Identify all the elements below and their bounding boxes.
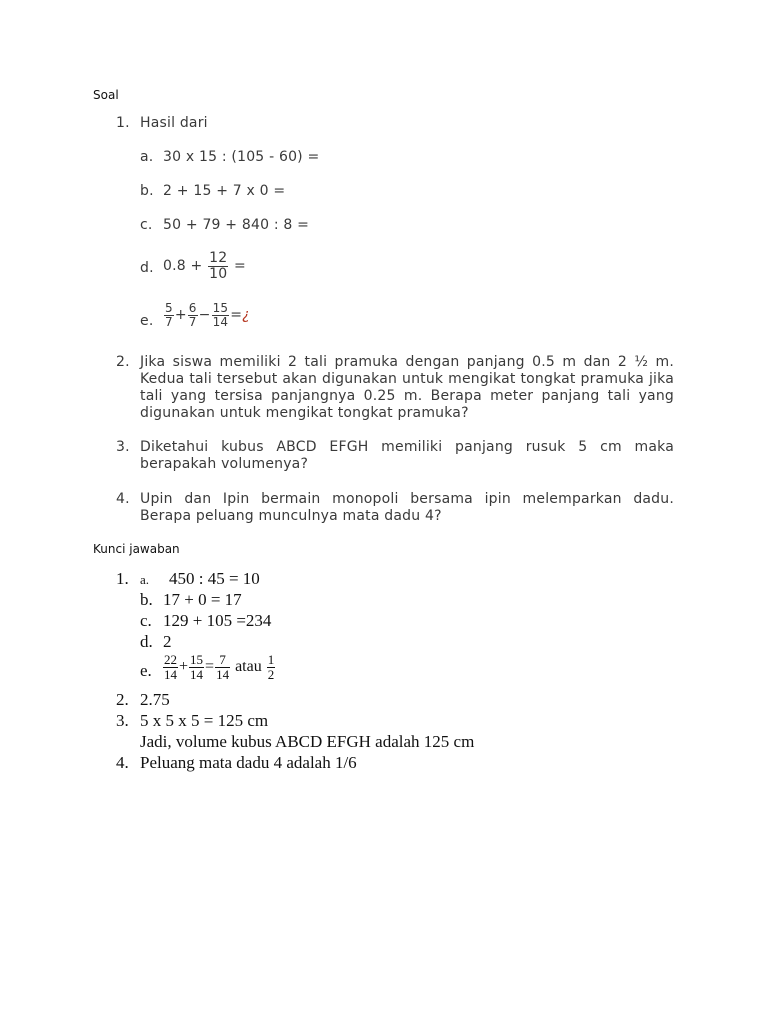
q1-item-e-expression (163, 302, 250, 328)
question-1-text: Hasil dari (140, 115, 208, 131)
question-3-text: Diketahui kubus ABCD EFGH memiliki panjang rusuk 5 cm maka berapakah volumenya? (140, 439, 674, 472)
q1-item-c-text: 50 + 79 + 840 : 8 = (163, 217, 310, 233)
q1-item-b-marker: b. (140, 183, 154, 199)
fraction-numerator: 22 (164, 652, 177, 667)
q1-item-d-fraction (208, 251, 228, 281)
q1-item-d-suffix: = (233, 258, 246, 275)
question-3-number: 3. (116, 439, 130, 455)
inverted-question-mark: ¿ (242, 307, 250, 324)
question-2-number: 2. (116, 354, 130, 370)
answer-1b-marker: b. (140, 590, 153, 609)
fraction-denominator: 14 (216, 666, 230, 682)
answer-4-text: Peluang mata dadu 4 adalah 1/6 (140, 753, 357, 772)
answer-1c-text: 129 + 105 =234 (163, 611, 272, 630)
answer-3-number: 3. (116, 711, 129, 730)
equals-sign: = (205, 657, 215, 675)
fraction-numerator: 7 (215, 653, 230, 668)
q1-item-e-marker: e. (140, 313, 154, 329)
fraction-denominator: 10 (209, 265, 228, 282)
q1-item-a-marker: a. (140, 149, 154, 165)
minus-operator: − (198, 307, 211, 324)
answer-1e-atau: atau (235, 657, 262, 675)
soal-heading: Soal (93, 88, 119, 102)
answer-1-number: 1. (116, 569, 129, 588)
fraction-denominator: 7 (188, 314, 197, 329)
question-1-number: 1. (116, 115, 130, 131)
q1-item-e-fraction-2 (188, 302, 198, 328)
answer-1e-fraction-3 (215, 653, 230, 681)
q1-item-d-marker: d. (140, 260, 154, 276)
question-4-number: 4. (116, 491, 130, 507)
q1-item-e-fraction-3 (212, 302, 230, 328)
answer-2-text: 2.75 (140, 690, 170, 709)
answer-2-number: 2. (116, 690, 129, 709)
fraction-numerator: 1 (267, 652, 275, 667)
fraction-numerator: 15 (212, 301, 229, 315)
fraction-denominator: 14 (190, 666, 204, 682)
question-4-text: Upin dan Ipin bermain monopoli bersama ipin melemparkan dadu. Berapa peluang munculnya mata dadu 4? (140, 491, 674, 524)
answer-1a-text: 450 : 45 = 10 (169, 569, 260, 588)
answer-1e-fraction-4 (267, 653, 276, 681)
fraction-numerator: 15 (190, 652, 204, 667)
answer-1a-marker: a. (140, 572, 150, 587)
answer-3-text: 5 x 5 x 5 = 125 cm (140, 711, 269, 730)
fraction-denominator: 7 (165, 314, 173, 329)
fraction-numerator: 5 (165, 301, 173, 315)
kunci-heading: Kunci jawaban (93, 542, 180, 556)
equals-sign: = (230, 307, 243, 324)
q1-item-b-text: 2 + 15 + 7 x 0 = (163, 183, 286, 199)
answer-1e-fraction-2 (189, 653, 204, 681)
answer-3-conclusion: Jadi, volume kubus ABCD EFGH adalah 125 cm (140, 732, 475, 751)
fraction-numerator: 6 (188, 301, 197, 315)
answer-1d-marker: d. (140, 632, 153, 651)
answer-1c-marker: c. (140, 611, 152, 630)
plus-operator: + (179, 657, 189, 675)
fraction-numerator: 12 (209, 250, 228, 266)
fraction-denominator: 14 (212, 314, 229, 329)
q1-item-a-text: 30 x 15 : (105 - 60) = (163, 149, 320, 165)
q1-item-d-expression (163, 251, 246, 281)
q1-item-c-marker: c. (140, 217, 153, 233)
q1-item-d-prefix: 0.8 + (163, 258, 203, 275)
fraction-denominator: 14 (164, 666, 177, 682)
question-2-text: Jika siswa memiliki 2 tali pramuka dengan panjang 0.5 m dan 2 ½ m. Kedua tali tersebut akan digunakan untuk mengikat tongkat pramuka jika tali yang tersisa panjangnya 0.25 m. Berapa meter panjang tali yang digunakan untuk mengikat tongkat pramuka? (140, 354, 674, 421)
answer-1e-marker: e. (140, 661, 152, 680)
fraction-denominator: 2 (267, 666, 275, 682)
answer-4-number: 4. (116, 753, 129, 772)
answer-1b-text: 17 + 0 = 17 (163, 590, 242, 609)
q1-item-e-fraction-1 (164, 302, 174, 328)
plus-operator: + (174, 307, 187, 324)
answer-1e-fraction-1 (163, 653, 178, 681)
answer-1e-expression (162, 653, 276, 681)
answer-1d-text: 2 (163, 632, 172, 651)
